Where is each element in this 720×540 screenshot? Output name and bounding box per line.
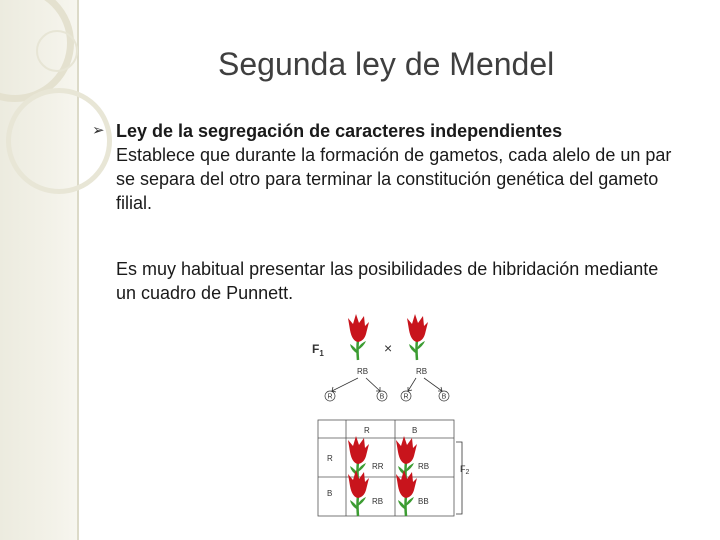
left-divider-line	[77, 0, 79, 540]
punnett-row-header: R	[327, 454, 333, 463]
parent-left-genotype: RB	[357, 367, 369, 376]
punnett-row-header: B	[327, 489, 333, 498]
bullet-text: Es muy habitual presentar las posibilidades de hibridación mediante un cuadro de Punnett.	[116, 259, 659, 303]
slide-title: Segunda ley de Mendel	[218, 46, 555, 82]
gamete-label: R	[327, 393, 333, 401]
punnett-col-header: R	[364, 426, 370, 435]
punnett-cell-genotype: RB	[418, 462, 430, 471]
bullet-punnett-note	[92, 257, 682, 305]
bullet-description: Establece que durante la formación de gametos, cada alelo de un par se separa del otro para terminar la constitución genética del gameto filial.	[116, 145, 672, 213]
decorative-circle-small	[36, 30, 78, 72]
offspring-flower	[348, 436, 369, 482]
f2-bracket	[456, 442, 462, 514]
punnett-cell-genotype: BB	[418, 497, 429, 506]
parent-flower-left	[348, 314, 369, 360]
gamete-arrows	[332, 378, 442, 392]
punnett-diagram	[300, 312, 490, 532]
punnett-grid	[318, 420, 454, 516]
gamete-label: R	[403, 393, 409, 401]
offspring-flower	[396, 436, 417, 482]
gamete-label: B	[379, 393, 385, 401]
punnett-cell-genotype: RR	[372, 462, 384, 471]
cross-symbol: ×	[384, 340, 393, 356]
f1-label: $F_1$	[312, 342, 324, 358]
parent-right-genotype: RB	[416, 367, 428, 376]
f2-label: $F_2$	[460, 464, 470, 476]
bullet-segregation-law	[92, 119, 682, 215]
parent-flower-right	[407, 314, 428, 360]
gamete-label: B	[441, 393, 447, 401]
punnett-cell-genotype: RB	[372, 497, 384, 506]
punnett-col-header: B	[412, 426, 418, 435]
arrow-bullet-icon: ➢	[92, 122, 105, 139]
bullet-heading: Ley de la segregación de caracteres independientes	[116, 121, 563, 141]
